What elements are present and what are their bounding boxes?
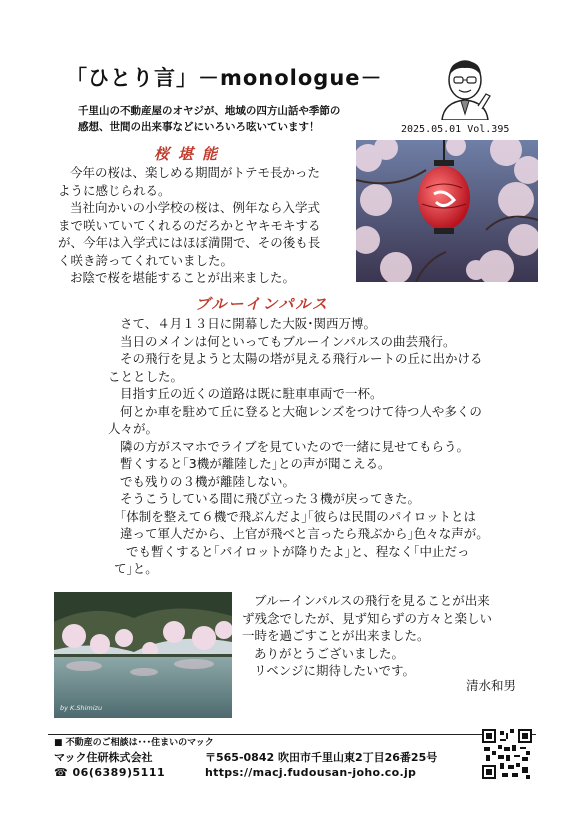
paragraph-line: そうこうしている間に飛び立った３機が戻ってきた。	[120, 491, 421, 506]
closing-line: 一時を過ごすことが出来ました。	[242, 628, 430, 643]
section-heading-sakura: 桜堪能	[154, 145, 227, 163]
paragraph-line: さて、４月１３日に開幕した大阪･関西万博。	[120, 316, 377, 331]
paragraph-line: が、今年は入学式にはほぼ満開で、その後も長	[58, 235, 321, 250]
paragraph-line: 今年の桜は、楽しめる期間がトテモ長かった	[70, 165, 321, 180]
lake-photo	[54, 592, 232, 718]
mascot-illustration	[436, 56, 494, 120]
paragraph-line: お陰で桜を堪能することが出来ました。	[70, 270, 296, 285]
phone-number: ☎ 06(6389)5111	[54, 766, 166, 779]
paragraph-line: 隣の方がスマホでライブを見ていたので一緒に見せてもらう。	[120, 438, 470, 454]
closing-line: ず残念でしたが、見ず知らずの方々と楽しい	[242, 610, 493, 626]
paragraph-line: ように感じられる。	[58, 182, 171, 198]
closing-line: ありがとうございました。	[254, 645, 405, 661]
closing-line: リベンジに期待したいです。	[254, 663, 415, 678]
paragraph-line: 当社向かいの小学校の桜は、例年なら入学式	[70, 200, 321, 215]
paragraph-line: まで咲いていてくれるのだろかとヤキモキする	[58, 217, 321, 233]
closing-line: ブルーインパルスの飛行を見ることが出来	[254, 593, 490, 608]
paragraph-line: でも暫くすると｢パイロットが降りたよ｣と、程なく｢中止だっ	[126, 543, 470, 559]
issue-date: 2025.05.01 Vol.395	[401, 124, 510, 135]
paragraph-line: 人々が。	[108, 421, 159, 436]
intro-line: 千里山の不動産屋のオヤジが、地域の四方山話や季節の	[78, 105, 341, 117]
page-title: 「ひとり言」－monologue－	[66, 66, 383, 90]
company-name: マック住研株式会社	[54, 751, 153, 764]
cherry-lantern-photo	[356, 140, 538, 282]
paragraph-line: て｣と。	[114, 561, 158, 576]
intro-text	[78, 103, 340, 135]
intro-line: 感想、世間の出来事などにいろいろ呟いています！	[78, 121, 320, 133]
paragraph-line: でも残りの３機が離陸しない。	[120, 473, 296, 489]
qr-code-icon[interactable]	[482, 729, 532, 779]
paragraph-line: 違って軍人だから、上官が飛べと言ったら飛ぶから｣色々な声が。	[120, 526, 489, 541]
footer-tagline: ■ 不動産のご相談は･･･住まいのマック	[54, 738, 214, 748]
paragraph-line: く咲き誇ってくれていました。	[58, 252, 234, 268]
photo-caption: by K.Shimizu	[60, 704, 103, 712]
paragraph-line: その飛行を見ようと太陽の塔が見える飛行ルートの丘に出かける	[120, 351, 483, 366]
paragraph-line: 何とか車を駐めて丘に登ると大砲レンズをつけて待つ人や多くの	[120, 403, 482, 419]
author-signature: 清水和男	[466, 678, 517, 693]
paragraph-line: 暫くすると｢3機が離陸した｣との声が聞こえる。	[120, 456, 391, 471]
website-link[interactable]: https://macj.fudousan-joho.co.jp	[205, 766, 417, 779]
paragraph-line: ｢体制を整えて６機で飛ぶんだよ｣｢彼らは民間のパイロットとは	[120, 508, 477, 524]
paragraph-line: こととした。	[108, 368, 184, 384]
paragraph-line: 目指す丘の近くの道路は既に駐車車両で一杯。	[120, 386, 383, 401]
section-heading-blue-impulse: ブルーインパルス	[195, 295, 329, 313]
company-address: 〒565-0842 吹田市千里山東2丁目26番25号	[205, 751, 438, 764]
paragraph-line: 当日のメインは何といってもブルーインパルスの曲芸飛行。	[120, 333, 456, 349]
